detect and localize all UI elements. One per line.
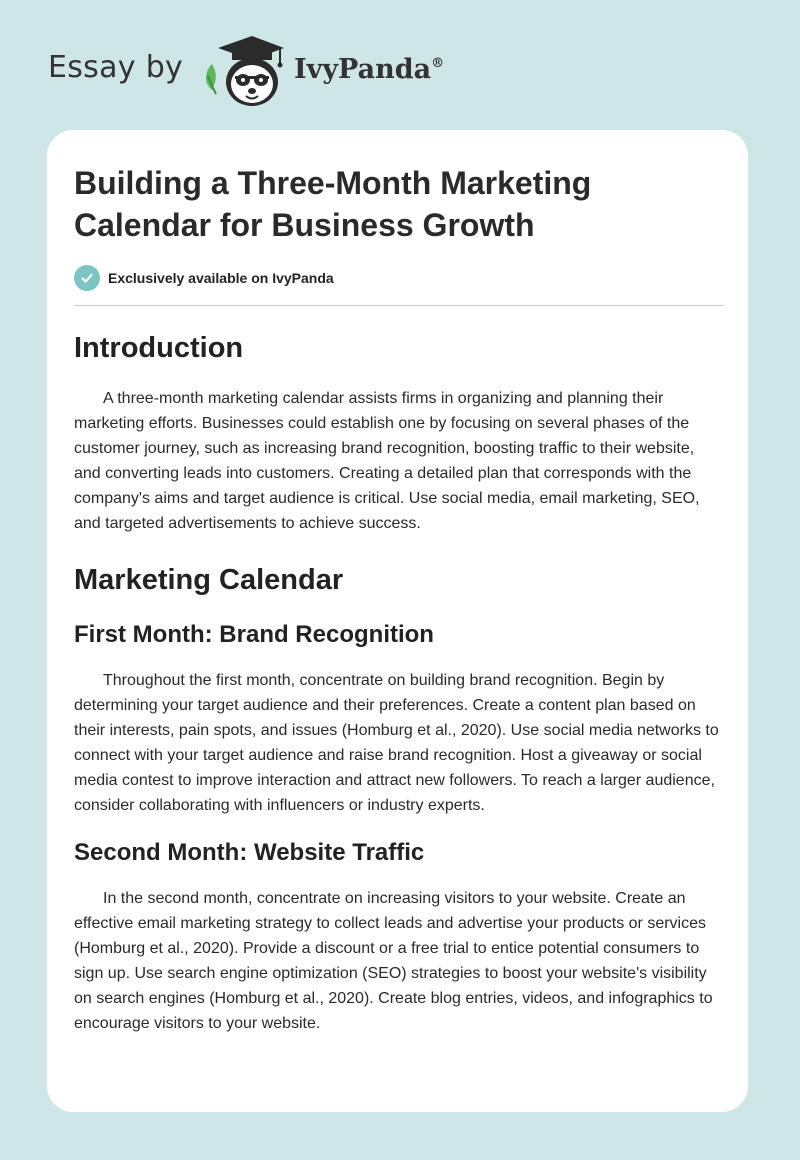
title-divider [74,305,724,306]
section-heading-introduction: Introduction [74,332,244,364]
section-paragraph-second-month: In the second month, concentrate on increasing visitors to your website. Create an effective email marketing strategy to collect leads and advertise your products or services (Homburg et al., 2020). Provide a discount or a free trial to entice potential consumers to sign up. Use search engine optimization (SEO) strategies to boost your website's visibility on search engines (Homburg et al., 2020). Create blog entries, videos, and infographics to encourage visitors to your website. [74,890,713,1032]
exclusive-badge-label: Exclusively available on IvyPanda [108,270,334,286]
site-header [48,34,508,110]
brand-name[interactable] [294,54,444,85]
exclusive-badge [74,264,724,292]
section-heading-second-month: Second Month: Website Traffic [74,839,425,866]
essay-by-label: Essay by [48,50,184,85]
section-heading-marketing-calendar: Marketing Calendar [74,564,344,596]
section-paragraph-first-month: Throughout the first month, concentrate on building brand recognition. Begin by determining your target audience and their preferences. Create a content plan based on their interests, pain spots, and issues (Homburg et al., 2020). Use social media networks to connect with your target audience and raise brand recognition. Host a giveaway or social media contest to improve interaction and attract new followers. To reach a larger audience, consider collaborating with influencers or industry experts. [74,672,719,814]
section-heading-first-month: First Month: Brand Recognition [74,621,434,648]
check-circle-icon [74,265,100,291]
brand-text: IvyPanda [294,54,432,85]
article-title: Building a Three-Month Marketing Calendar for Business Growth [74,165,592,243]
panda-logo-icon[interactable] [202,34,284,110]
article-content [74,162,724,1036]
registered-mark: ® [431,56,445,71]
article-card [47,130,748,1112]
section-paragraph-introduction: A three-month marketing calendar assists firms in organizing and planning their marketing efforts. Businesses could establish one by focusing on several phases of the customer journey, such as increasing brand recognition, boosting traffic to their website, and converting leads into customers. Creating a detailed plan that corresponds with the company's aims and target audience is critical. Use social media, email marketing, SEO, and targeted advertisements to achieve success. [74,390,700,532]
